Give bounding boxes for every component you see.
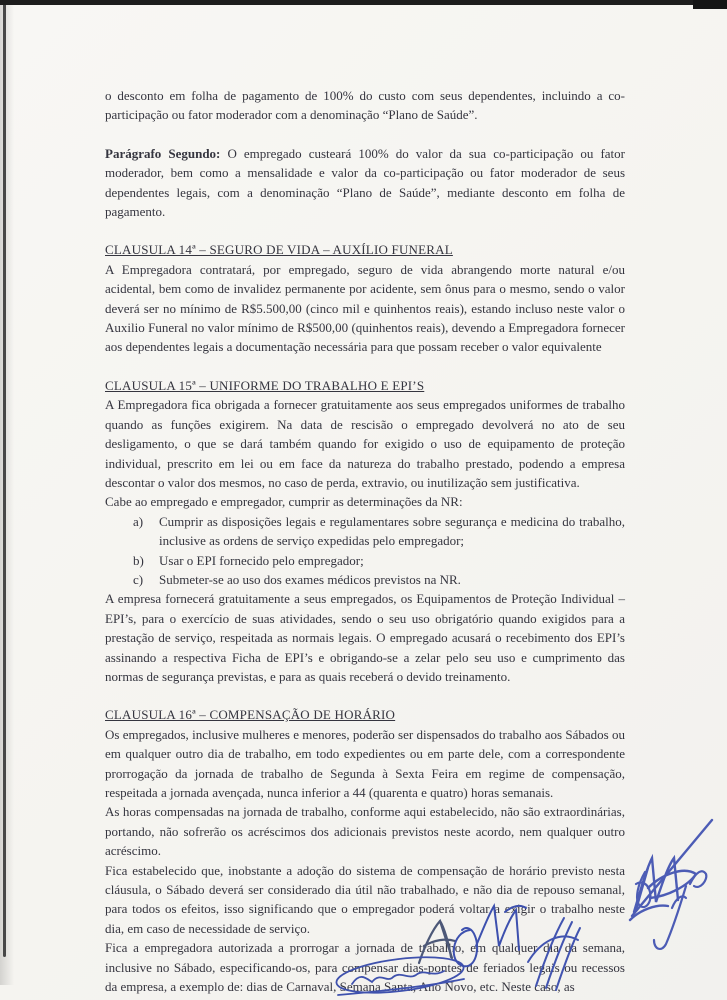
scan-edge-top-right	[693, 0, 727, 9]
clause-15-epi-paragraph: A empresa fornecerá gratuitamente a seus empregados, os Equipamentos de Proteção Individual – EPI’s, para o exercício de suas atividades, sendo o seu uso obrigatório quando exigidos para a prestação de serviço, respeitada as normais legais. O empregado acusará o recebimento dos EPI’s assinando a respectiva Ficha de EPI’s e obrigando-se a zelar pelo seu uso e cumprimento das normas de segurança previstas, e para as quais receberá o devido treinamento.	[105, 591, 625, 684]
list-item-marker: a)	[133, 513, 144, 529]
list-item-text: Submeter-se ao uso dos exames médicos previstos na NR.	[159, 571, 461, 587]
nr-obligations-list	[133, 512, 625, 590]
list-item	[133, 551, 625, 570]
clause-16-heading: CLAUSULA 16ª – COMPENSAÇÃO DE HORÁRIO	[105, 707, 396, 723]
clause-16-paragraph-4: Fica a empregadora autorizada a prorrogar a jornada de trabalho, em qualquer dia da semana, inclusive no Sábado, especificando-os, para compensar dias-pontes de feriados legais ou recessos da empresa, a exemplo de: dias de Carnaval, Semana Santa, Ano Novo, etc. Neste caso, as	[105, 940, 625, 995]
clause-16-paragraph-1: Os empregados, inclusive mulheres e menores, poderão ser dispensados do trabalho aos Sábados ou em qualquer outro dia de trabalho, em todo expedientes ou em parte dele, com a correspondente prorrogação da jornada de trabalho de Segunda à Sexta Feira em regime de compensação, respeitada a jornada avençada, nunca inferior a 44 (quarenta e quatro) horas semanais.	[105, 726, 625, 800]
clause-14-heading: CLAUSULA 14ª – SEGURO DE VIDA – AUXÍLIO FUNERAL	[105, 242, 453, 258]
right-flourish-signature	[630, 820, 712, 920]
clause-16-paragraph-3: Fica estabelecido que, inobstante a adoção do sistema de compensação de horário previsto nesta cláusula, o Sábado deverá ser considerado dia útil não trabalhado, e não dia de repouso semanal, para todos os efeitos, isso significando que o empregador poderá voltar a exigir o trabalho neste dia, em caso de necessidade de serviço.	[105, 862, 625, 936]
paragrafo-segundo	[105, 144, 625, 222]
clause-16-paragraph-2: As horas compensadas na jornada de trabalho, conforme aqui estabelecido, não são extraordinárias, portando, não sofrerão os acréscimos dos adicionais previstos neste acordo, nem qualquer outro acréscimo.	[105, 804, 625, 859]
paragrafo-segundo-text: O empregado custeará 100% do valor da sua co-participação ou fator moderador, bem como a mensalidade e valor da co-participação ou fator moderador de seus dependentes legais, com a denominação “Plano de Saúde”, mediante desconto em folha de pagamento.	[105, 145, 625, 220]
list-item-marker: c)	[133, 571, 144, 587]
continuation-paragraph: o desconto em folha de pagamento de 100% do custo com seus dependentes, incluindo a co-participação ou fator moderador com a denominação “Plano de Saúde”.	[105, 88, 625, 123]
scan-edge-top	[0, 0, 727, 5]
document-body	[105, 86, 625, 996]
list-item-text: Cumprir as disposições legais e regulamentares sobre segurança e medicina do trabalho, inclusive as ordens de serviço expedidas pelo empregador;	[159, 513, 625, 549]
list-item-text: Usar o EPI fornecido pelo empregador;	[159, 552, 364, 568]
list-item	[133, 570, 625, 589]
clause-15-intro: A Empregadora fica obrigada a fornecer gratuitamente aos seus empregados uniformes de trabalho quando as funções exigirem. Na data de rescisão o empregado devolverá no ato de seu desligamento, o que se dará também quando for exigido o uso de equipamento de proteção individual, prescrito em lei ou em face da natureza do trabalho prestado, podendo a empresa descontar o valor dos mesmos, no caso de perda, extravio, ou inutilização sem justificativa.	[105, 397, 625, 490]
right-ampersand-mark	[636, 868, 706, 949]
scan-edge-left-line	[3, 5, 6, 957]
list-item-marker: b)	[133, 552, 144, 568]
clause-14-body: A Empregadora contratará, por empregado, seguro de vida abrangendo morte natural e/ou acidental, bem como de invalidez permanente por acidente, sem ônus para o mesmo, sendo o valor deverá ser no mínimo de R$5.500,00 (cinco mil e quinhentos reais), estando incluso neste valor o Auxilio Funeral no valor mínimo de R$500,00 (quinhentos reais), devendo a Empregadora fornecer aos dependentes legais a documentação necessária para que possam receber o valor equivalente	[105, 261, 625, 355]
list-item	[133, 512, 625, 551]
clause-15-nr-line: Cabe ao empregado e empregador, cumprir as determinações da NR:	[105, 494, 463, 510]
paragrafo-segundo-label: Parágrafo Segundo:	[105, 145, 221, 161]
clause-15-heading: CLAUSULA 15ª – UNIFORME DO TRABALHO E EPI’S	[105, 377, 425, 393]
